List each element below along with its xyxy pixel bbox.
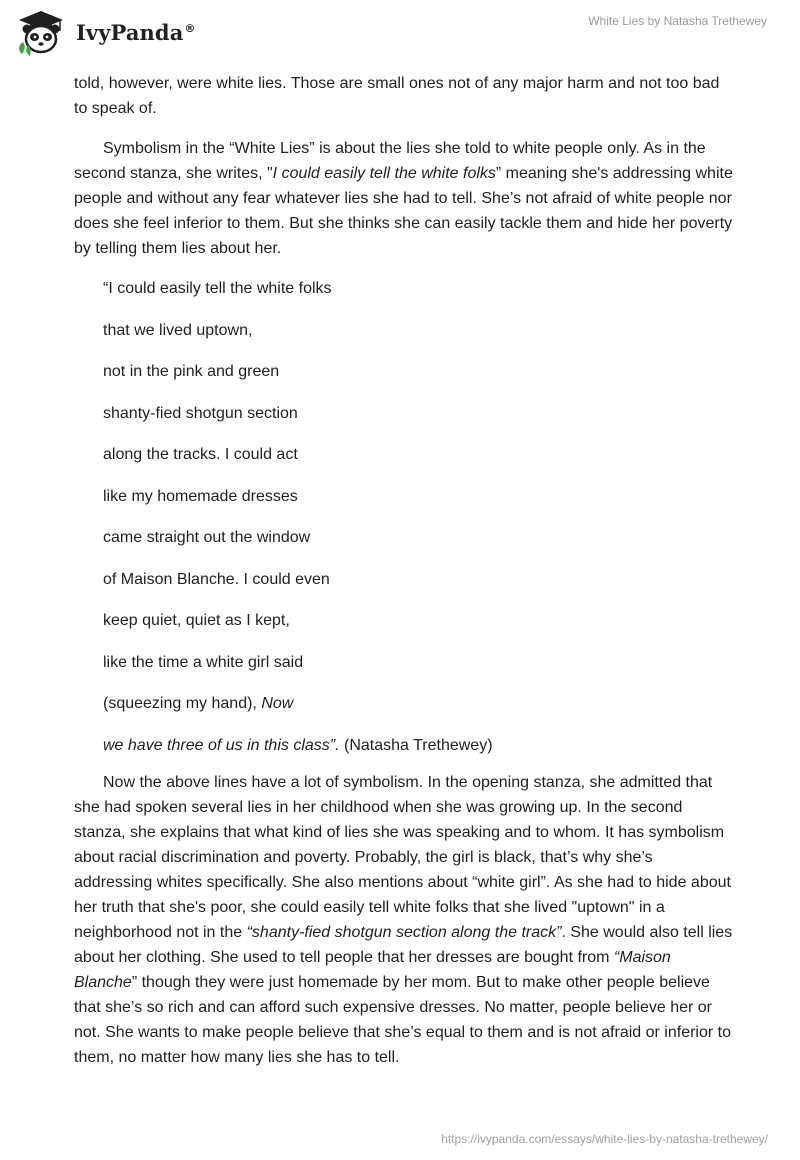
paragraph-text: ” meaning she's addressing white people and without any fear whatever lies she had to tell. She’s not afraid of white people nor does she feel inferior to them. But she thinks she can easily tackle them and hide her poverty by telling them lies about her. [74,165,733,257]
poem-line: not in the pink and green [103,363,280,380]
quote-emphasis: I could easily tell the white folks [272,165,496,182]
poem-emphasis: Now [261,695,294,712]
poem-line: along the tracks. I could act [103,446,298,463]
source-url-link[interactable]: https://ivypanda.com/essays/white-lies-by-natasha-trethewey/ [441,1132,768,1146]
poem-line: keep quiet, quiet as I kept, [103,612,290,629]
poem-line: came straight out the window [103,529,311,546]
paragraph-text: Now the above lines have a lot of symbolism. In the opening stanza, she admitted that she had spoken several lies in her childhood when she was growing up. In the second stanza, she explains that what kind of lies she was speaking and to whom. It has symbolism about racial discrimination and poverty. Probably, the girl is black, that’s why she’s addressing whites specifically. She also mentions about “white girl”. As she had to hide about her truth that she's poor, she could easily tell white folks that she lived "uptown" in a neighborhood not in the [74,773,731,941]
paragraph-text: . She would also tell lies about her clothing. She used to tell people that her dresses are bought from [74,923,733,966]
poem-emphasis: we have three of us in this class”. [103,736,340,754]
paragraph-symbolism-intro [74,136,734,261]
paragraph-analysis [74,770,734,1070]
registered-mark: ® [184,21,196,35]
poem-line: like my homemade dresses [103,487,298,505]
poem-citation: (Natasha Trethewey) [339,736,493,754]
poem-line: shanty-fied shotgun section [103,404,298,422]
panda-graduate-icon [16,9,66,57]
poem-line [103,691,734,716]
ivypanda-logo-link[interactable] [16,9,196,57]
poem-line: “I could easily tell the white folks [103,280,332,297]
paragraph-continued: told, however, were white lies. Those are small ones not of any major harm and not too bad to speak of. [74,75,720,117]
page-header [0,0,800,70]
paragraph-text: ” though they were just homemade by her mom. But to make other people believe that she’s so rich and can afford such expensive dresses. No matter, people believe her or not. She wants to make people believe that she’s equal to them and is not afraid or inferior to them, no matter how many lies she has to tell. [74,973,731,1066]
quote-emphasis: “shanty-fied shotgun section along the track” [246,923,562,941]
paragraph-text: Symbolism in the “White Lies” is about the lies she told to white people only. As in the second stanza, she writes, " [74,140,706,182]
poem-line [103,733,734,758]
logo-wordmark: IvyPanda® [76,19,196,45]
poem-line: that we lived uptown, [103,321,253,339]
poem-text: (squeezing my hand), [103,695,262,712]
poem-line: of Maison Blanche. I could even [103,570,330,588]
essay-body [74,71,734,1085]
document-title: White Lies by Natasha Trethewey [588,14,767,28]
quote-emphasis: “Maison Blanche [74,948,671,991]
poem-line: like the time a white girl said [103,653,304,671]
poem-excerpt [74,276,734,758]
